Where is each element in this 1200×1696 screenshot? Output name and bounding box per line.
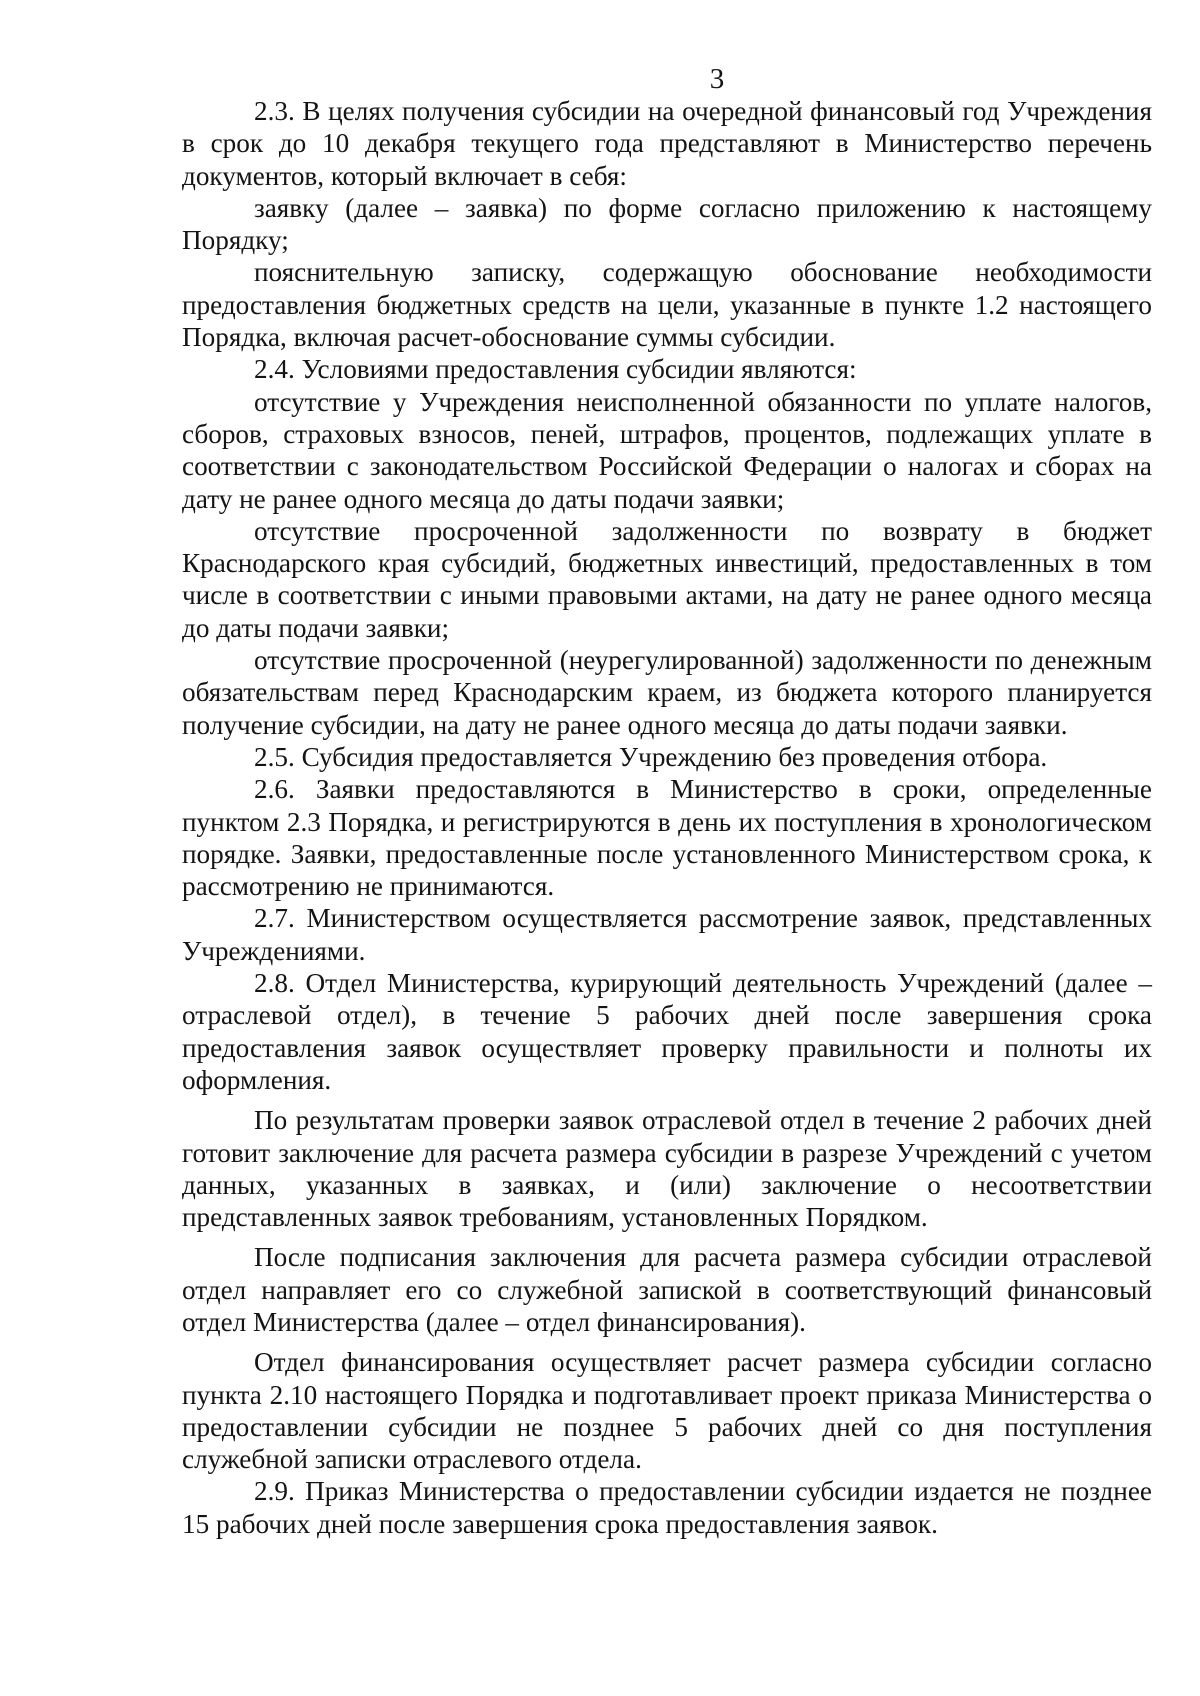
page-number: 3 — [709, 63, 725, 95]
list-item-explanatory-note: пояснительную записку, содержащую обоснование необходимости предоставления бюджетных средств на цели, указанные в пункте 1.2 настоящего Порядка, включая расчет-обоснование суммы субсидии. — [182, 257, 1152, 353]
paragraph-2-7: 2.7. Министерством осуществляется рассмотрение заявок, представленных Учреждениями. — [182, 903, 1152, 966]
condition-no-budget-debt: отсутствие просроченной задолженности по возврату в бюджет Краснодарского края субсидий, бюджетных инвестиций, предоставленных в том числе в соответствии с иными правовыми актами, на дату не ранее одного месяца до даты подачи заявки; — [182, 515, 1152, 643]
paragraph-verification-results: По результатам проверки заявок отраслевой отдел в течение 2 рабочих дней готовит заключение для расчета размера субсидии в разрезе Учреждений с учетом данных, указанных в заявках, и (или) заключение о несоответствии представленных заявок требованиям, установленных Порядком. — [182, 1105, 1152, 1233]
list-item-application: заявку (далее – заявка) по форме согласно приложению к настоящему Порядку; — [182, 192, 1152, 256]
paragraph-financing-department: Отдел финансирования осуществляет расчет размера субсидии согласно пункта 2.10 настоящего Порядка и подготавливает проект приказа Министерства о предоставлении субсидии не позднее 5 рабочих дней со дня поступления служебной записки отраслевого отдела. — [182, 1347, 1152, 1475]
paragraph-2-6: 2.6. Заявки предоставляются в Министерство в сроки, определенные пунктом 2.3 Порядка, и регистрируются в день их поступления в хронологическом порядке. Заявки, предоставленные после установленного Министерством срока, к рассмотрению не принимаются. — [182, 774, 1152, 902]
paragraph-2-3: 2.3. В целях получения субсидии на очередной финансовый год Учреждения в срок до 10 декабря текущего года представляют в Министерство перечень документов, который включает в себя: — [182, 96, 1152, 191]
paragraph-after-signing: После подписания заключения для расчета размера субсидии отраслевой отдел направляет его со служебной запиской в соответствующий финансовый отдел Министерства (далее – отдел финансирования). — [182, 1242, 1152, 1337]
condition-no-monetary-debt: отсутствие просроченной (неурегулированной) задолженности по денежным обязательствам перед Краснодарским краем, из бюджета которого планируется получение субсидии, на дату не ранее одного месяца до даты подачи заявки. — [182, 645, 1152, 740]
condition-no-tax-debt: отсутствие у Учреждения неисполненной обязанности по уплате налогов, сборов, страховых взносов, пеней, штрафов, процентов, подлежащих уплате в соответствии с законодательством Российской Федерации о налогах и сборах на дату не ранее одного месяца до даты подачи заявки; — [182, 386, 1152, 514]
paragraph-2-8: 2.8. Отдел Министерства, курирующий деятельность Учреждений (далее – отраслевой отдел), в течение 5 рабочих дней после завершения срока предоставления заявок осуществляет проверку правильности и полноты их оформления. — [182, 968, 1152, 1095]
paragraph-2-9: 2.9. Приказ Министерства о предоставлении субсидии издается не позднее 15 рабочих дней после завершения срока предоставления заявок. — [182, 1476, 1152, 1539]
document-body — [182, 95, 1152, 1540]
paragraph-2-5: 2.5. Субсидия предоставляется Учреждению без проведения отбора. — [254, 741, 1048, 772]
paragraph-2-4: 2.4. Условиями предоставления субсидии являются: — [254, 354, 857, 385]
